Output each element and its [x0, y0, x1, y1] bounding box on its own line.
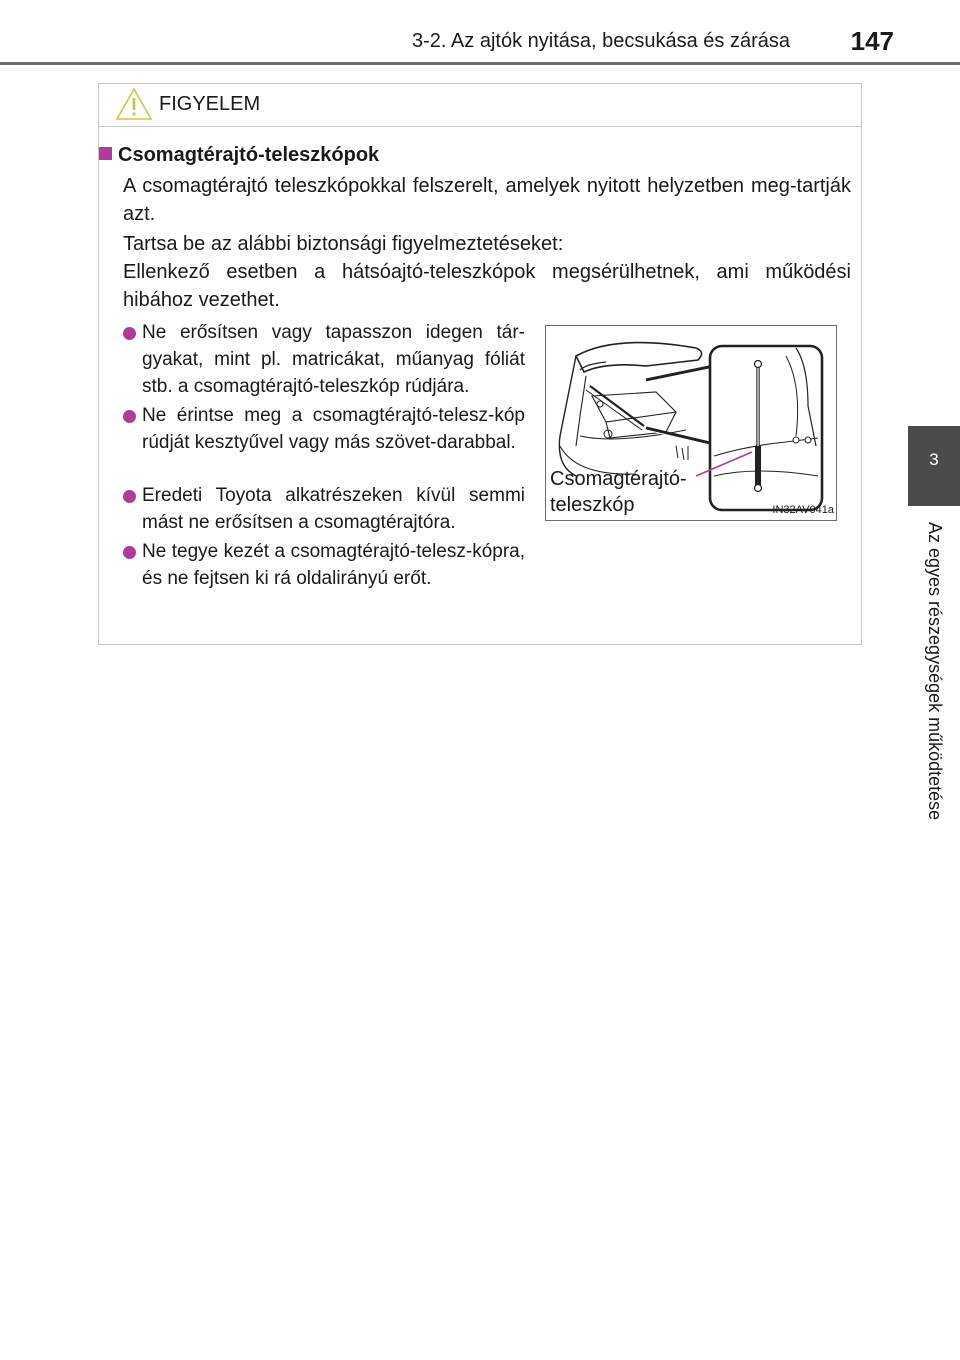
chapter-tab: [908, 426, 960, 506]
warning-paragraph-1: A csomagtérajtó teleszkópokkal felszerelt, amelyek nyitott helyzetben meg-tartják azt.: [123, 175, 851, 225]
header-divider: [0, 62, 960, 65]
round-bullet-icon: [123, 546, 136, 559]
page-number: 147: [850, 26, 894, 56]
running-header-title: 3-2. Az ajtók nyitása, becsukása és zárása: [412, 30, 790, 52]
warning-paragraph-2-line-2: Ellenkező esetben a hátsóajtó-teleszkópok megsérülhetnek, ami működési hibához vezethet.: [123, 261, 851, 311]
warning-header: [99, 84, 861, 127]
tailgate-strut-illustration: [545, 325, 837, 521]
warning-label: FIGYELEM: [159, 93, 261, 115]
round-bullet-icon: [123, 327, 136, 340]
list-item: Ne tegye kezét a csomagtérajtó-telesz-kópra, és ne fejtsen ki rá oldalirányú erőt.: [123, 538, 525, 592]
square-bullet-icon: [99, 147, 112, 160]
warning-box: [98, 83, 862, 645]
warning-triangle-icon: [115, 87, 153, 121]
chapter-title-text: Az egyes részegységek működtetése: [925, 522, 945, 821]
list-item: Eredeti Toyota alkatrészeken kívül semmi mást ne erősítsen a csomagtérajtóra.: [123, 482, 525, 536]
chapter-number: 3: [929, 450, 939, 469]
list-item: Ne erősítsen vagy tapasszon idegen tár-gyakat, mint pl. matricákat, műanyag fóliát stb. a csomagtérajtó-teleszkóp rúdjára.: [123, 319, 525, 400]
figure-callout-label: Csomagtérajtó- teleszkóp: [550, 468, 687, 516]
warning-paragraph-2-line-1: Tartsa be az alábbi biztonsági figyelmeztetéseket:: [123, 233, 564, 255]
figure-image-code: IN32AV041a: [772, 504, 834, 516]
round-bullet-icon: [123, 410, 136, 423]
round-bullet-icon: [123, 490, 136, 503]
list-item: Ne érintse meg a csomagtérajtó-telesz-kóp rúdját kesztyűvel vagy más szövet-darabbal.: [123, 402, 525, 456]
warning-section-title: Csomagtérajtó-teleszkópok: [99, 144, 379, 167]
